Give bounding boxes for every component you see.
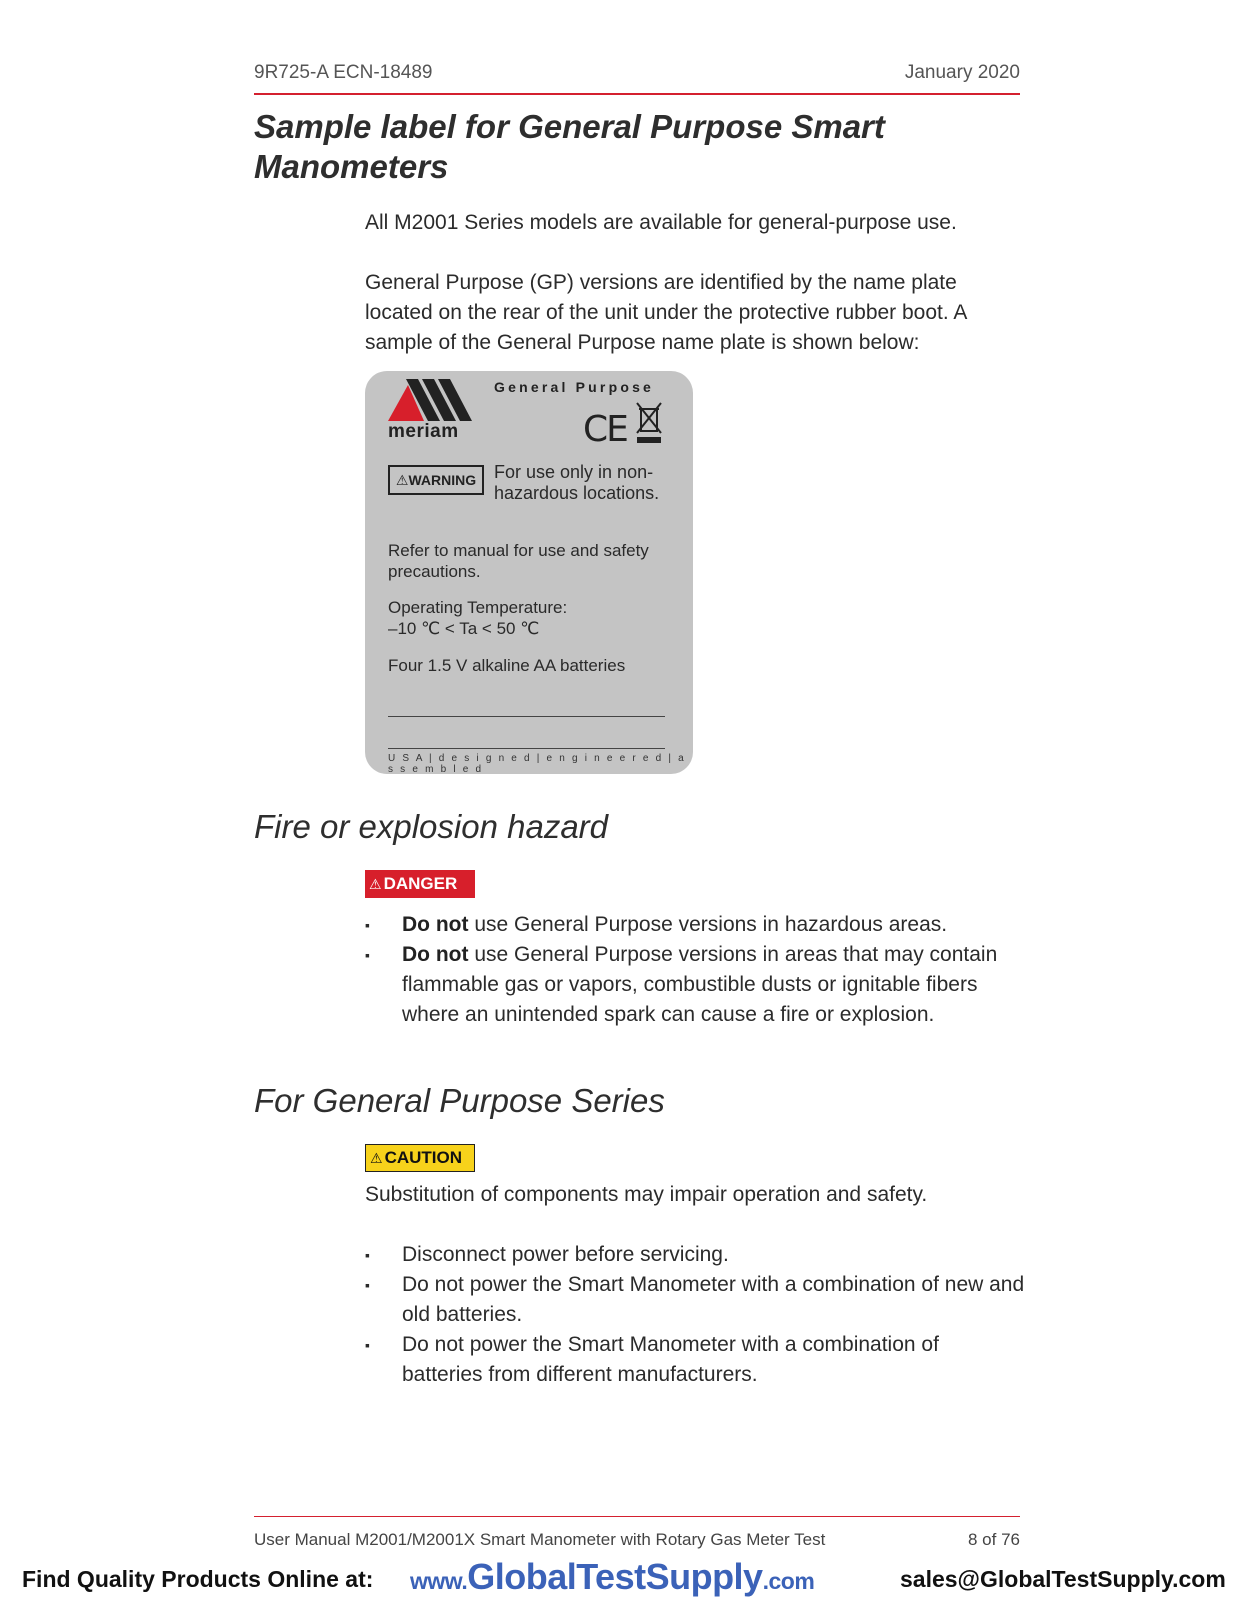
list-item-text: use General Purpose versions in hazardous areas.: [468, 913, 948, 936]
list-item: [365, 1240, 1025, 1270]
nameplate-op-temp-label: Operating Temperature:: [388, 598, 568, 617]
bullet-icon: ▪: [365, 947, 370, 963]
caution-triangle-icon: ⚠: [370, 1150, 383, 1166]
list-item: [365, 940, 1025, 1030]
nameplate-warning-text: For use only in non-hazardous locations.: [494, 462, 660, 503]
paragraph-identification: General Purpose (GP) versions are identified by the name plate located on the rear of the unit under the protective rubber boot. A sample of the General Purpose name plate is shown below:: [365, 271, 967, 354]
list-item: [365, 1330, 1025, 1390]
promo-tagline: Find Quality Products Online at:: [22, 1566, 374, 1592]
caution-list: [365, 1240, 1025, 1390]
footer-divider: [254, 1516, 1020, 1517]
nameplate-batteries: Four 1.5 V alkaline AA batteries: [388, 656, 626, 675]
danger-triangle-icon: ⚠: [369, 876, 382, 892]
promo-url-main: GlobalTestSupply: [467, 1556, 763, 1597]
ce-mark-icon: CE: [583, 409, 627, 450]
list-item-text: use General Purpose versions in areas that may contain flammable gas or vapors, combustible dusts or ignitable fibers where an unintended spark can cause a fire or explosion.: [402, 943, 998, 1026]
bullet-icon: ▪: [365, 1247, 370, 1263]
warning-triangle-icon: ⚠: [395, 472, 409, 488]
promo-url-suffix: .com: [762, 1568, 815, 1594]
list-item-text: Disconnect power before servicing.: [402, 1243, 729, 1266]
danger-badge-label: DANGER: [383, 874, 458, 893]
list-item: [365, 1270, 1025, 1330]
footer-manual-title: User Manual M2001/M2001X Smart Manometer with Rotary Gas Meter Test: [254, 1530, 826, 1549]
nameplate-refer-text: Refer to manual for use and safety precautions.: [388, 541, 649, 581]
nameplate-footer-line: [388, 748, 665, 749]
document-date: January 2020: [904, 62, 1020, 83]
danger-badge: [365, 870, 475, 898]
document-id: 9R725-A ECN-18489: [254, 62, 433, 83]
section-title-general-purpose-series: For General Purpose Series: [254, 1082, 665, 1119]
section-title-fire-hazard: Fire or explosion hazard: [254, 808, 609, 845]
promo-email-link[interactable]: sales@GlobalTestSupply.com: [900, 1566, 1226, 1592]
section-title-sample-label: Sample label for General Purpose Smart Manometers: [254, 108, 885, 185]
danger-list: [365, 910, 1025, 1030]
promo-website-link[interactable]: [410, 1556, 814, 1598]
bullet-icon: ▪: [365, 1337, 370, 1353]
bullet-icon: ▪: [365, 917, 370, 933]
list-item-text: Do not power the Smart Manometer with a combination of batteries from different manufacturers.: [402, 1333, 939, 1386]
nameplate-serial-line: [388, 716, 665, 717]
caution-intro: Substitution of components may impair operation and safety.: [365, 1183, 928, 1206]
header-divider: [254, 93, 1020, 95]
meriam-logo-icon: [388, 379, 478, 421]
nameplate-image: [365, 371, 693, 774]
nameplate-heading: General Purpose: [494, 379, 655, 395]
nameplate-brand: meriam: [388, 421, 459, 442]
caution-badge: [365, 1144, 475, 1172]
warning-badge: [388, 465, 484, 495]
bullet-icon: ▪: [365, 1277, 370, 1293]
nameplate-footer-text: U S A | d e s i g n e d | e n g i n e e r e d | a s s e m b l e d: [388, 753, 686, 775]
paragraph-availability: All M2001 Series models are available for general-purpose use.: [365, 211, 957, 234]
warning-badge-label: WARNING: [408, 472, 477, 488]
caution-badge-label: CAUTION: [384, 1148, 463, 1167]
list-item: [365, 910, 1025, 940]
list-item-text: Do not power the Smart Manometer with a combination of new and old batteries.: [402, 1273, 1025, 1326]
promo-url-prefix: www.: [410, 1568, 468, 1594]
weee-bin-icon: [635, 401, 663, 445]
list-item-bold: Do not: [402, 943, 469, 966]
nameplate-op-temp-value: –10 ℃ < Ta < 50 ℃: [388, 619, 540, 638]
footer-page-number: 8 of 76: [968, 1530, 1020, 1549]
list-item-bold: Do not: [402, 913, 469, 936]
